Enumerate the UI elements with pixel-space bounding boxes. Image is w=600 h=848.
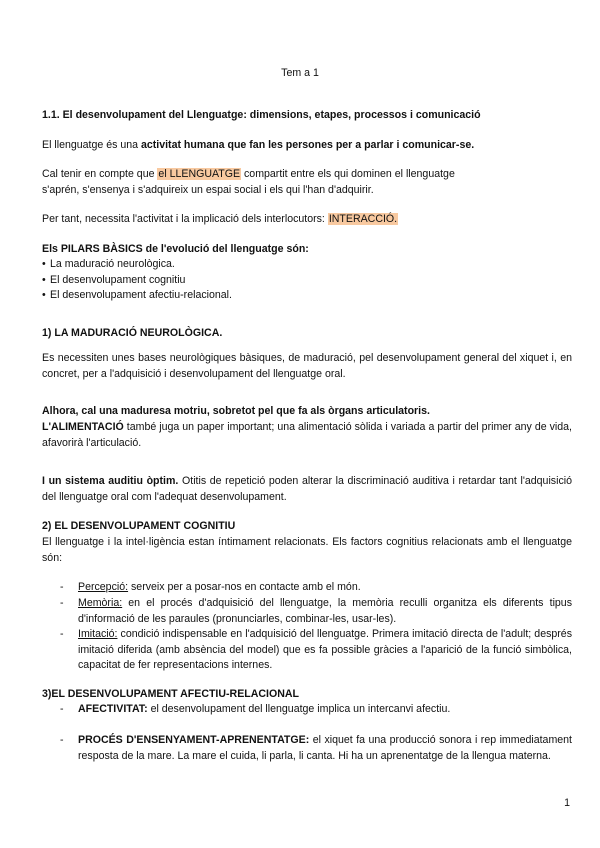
section-1-paragraph-1: Es necessiten unes bases neurològiques bàsiques, de maduració, pel desenvolupament general del xiquet i, en concret, per a l'adquisició i desenvolupament del llenguatge oral. <box>42 352 572 380</box>
sistema-auditiu-term: I un sistema auditiu òptim. <box>42 475 179 487</box>
section-3-heading: 3)EL DESENVOLUPAMENT AFECTIU-RELACIONAL <box>42 688 300 700</box>
cognitive-factor-item: Percepció: serveix per a posar-nos en contacte amb el món. <box>78 581 361 593</box>
pilars-item: • La maduració neurològica. <box>42 257 572 273</box>
section-1-heading: 1) LA MADURACIÓ NEUROLÒGICA. <box>42 327 223 339</box>
section-1-paragraph-3: L'ALIMENTACIÓ també juga un paper important; una alimentació sòlida i variada a partir del primer any de vida, afavorirà l'articulació. <box>42 421 572 449</box>
paragraph-3 <box>42 212 572 228</box>
page-header-title: Tem a 1 <box>281 67 319 79</box>
bullet-icon: • <box>42 274 46 286</box>
section-2-heading: 2) EL DESENVOLUPAMENT COGNITIU <box>42 520 236 532</box>
cognitive-factor-item: Memòria: en el procés d'adquisició del llenguatge, la memòria reculli organitza els diferents tipus d'informació de les paraules (pronunciarles, combinar-les, usar-les). <box>78 597 572 625</box>
page-number: 1 <box>564 797 570 809</box>
paragraph-2-text-a: Cal tenir en compte que <box>42 168 158 180</box>
section-1-paragraph-4: I un sistema auditiu òptim. Otitis de repetició poden alterar la discriminació auditiva i retardar tant l'adquisició del llenguatge oral com l'adequat desenvolupament. <box>42 475 572 503</box>
pilars-heading: Els PILARS BÀSICS de l'evolució del llenguatge són: <box>42 243 309 255</box>
dash-marker: - <box>60 597 64 609</box>
paragraph-2-text-c: s'aprén, s'ensenya i s'adquireix un espai social i els qui l'han d'adquirir. <box>42 183 374 196</box>
dash-marker: - <box>60 628 64 640</box>
paragraph-1-text: El llenguatge és una <box>42 139 141 151</box>
paragraph-2-highlight: el LLENGUATGE <box>158 168 241 180</box>
paragraph-1-bold: activitat humana que fan les persones per a parlar i comunicar-se. <box>140 139 475 151</box>
paragraph-3-highlight: INTERACCIÓ. <box>328 213 398 225</box>
paragraph-1 <box>42 138 572 154</box>
paragraph-3-text: Per tant, necessita l'activitat i la implicació dels interlocutors: <box>42 213 328 225</box>
section-1-paragraph-2: Alhora, cal una maduresa motriu, sobretot pel que fa als òrgans articulatoris. <box>42 405 430 417</box>
bullet-icon: • <box>42 289 46 301</box>
paragraph-2 <box>42 167 572 198</box>
bullet-icon: • <box>42 258 46 270</box>
cognitive-factor-item: Imitació: condició indispensable en l'adquisició del llenguatge. Primera imitació directa de l'adult; després imitació diferida (amb absència del model) que es fa possible gràcies a l'aparició de la funció simbòlica, capacitat de fer representacions internes. <box>78 628 572 671</box>
dash-marker: - <box>60 734 64 746</box>
alimentacio-term: L'ALIMENTACIÓ <box>42 421 124 433</box>
affective-item: AFECTIVITAT: el desenvolupament del llenguatge implica un intercanvi afectiu. <box>78 703 451 715</box>
dash-marker: - <box>60 581 64 593</box>
main-heading: 1.1. El desenvolupament del Llenguatge: dimensions, etapes, processos i comunicació <box>42 109 481 121</box>
paragraph-2-text-b: compartit entre els qui dominen el llenguatge <box>241 168 455 180</box>
pilars-item: • El desenvolupament afectiu-relacional. <box>42 288 572 304</box>
pilars-item: • El desenvolupament cognitiu <box>42 273 572 289</box>
dash-marker: - <box>60 703 64 715</box>
affective-item: PROCÉS D'ENSENYAMENT-APRENENTATGE: el xiquet fa una producció sonora i rep immediatament resposta de la mare. La mare el cuida, li parla, li canta. Hi ha un aprenentatge de la llengua materna. <box>78 734 572 762</box>
section-2-intro: El llenguatge i la intel·ligència estan íntimament relacionats. Els factors cognitius relacionats amb el llenguatge són: <box>42 536 572 564</box>
